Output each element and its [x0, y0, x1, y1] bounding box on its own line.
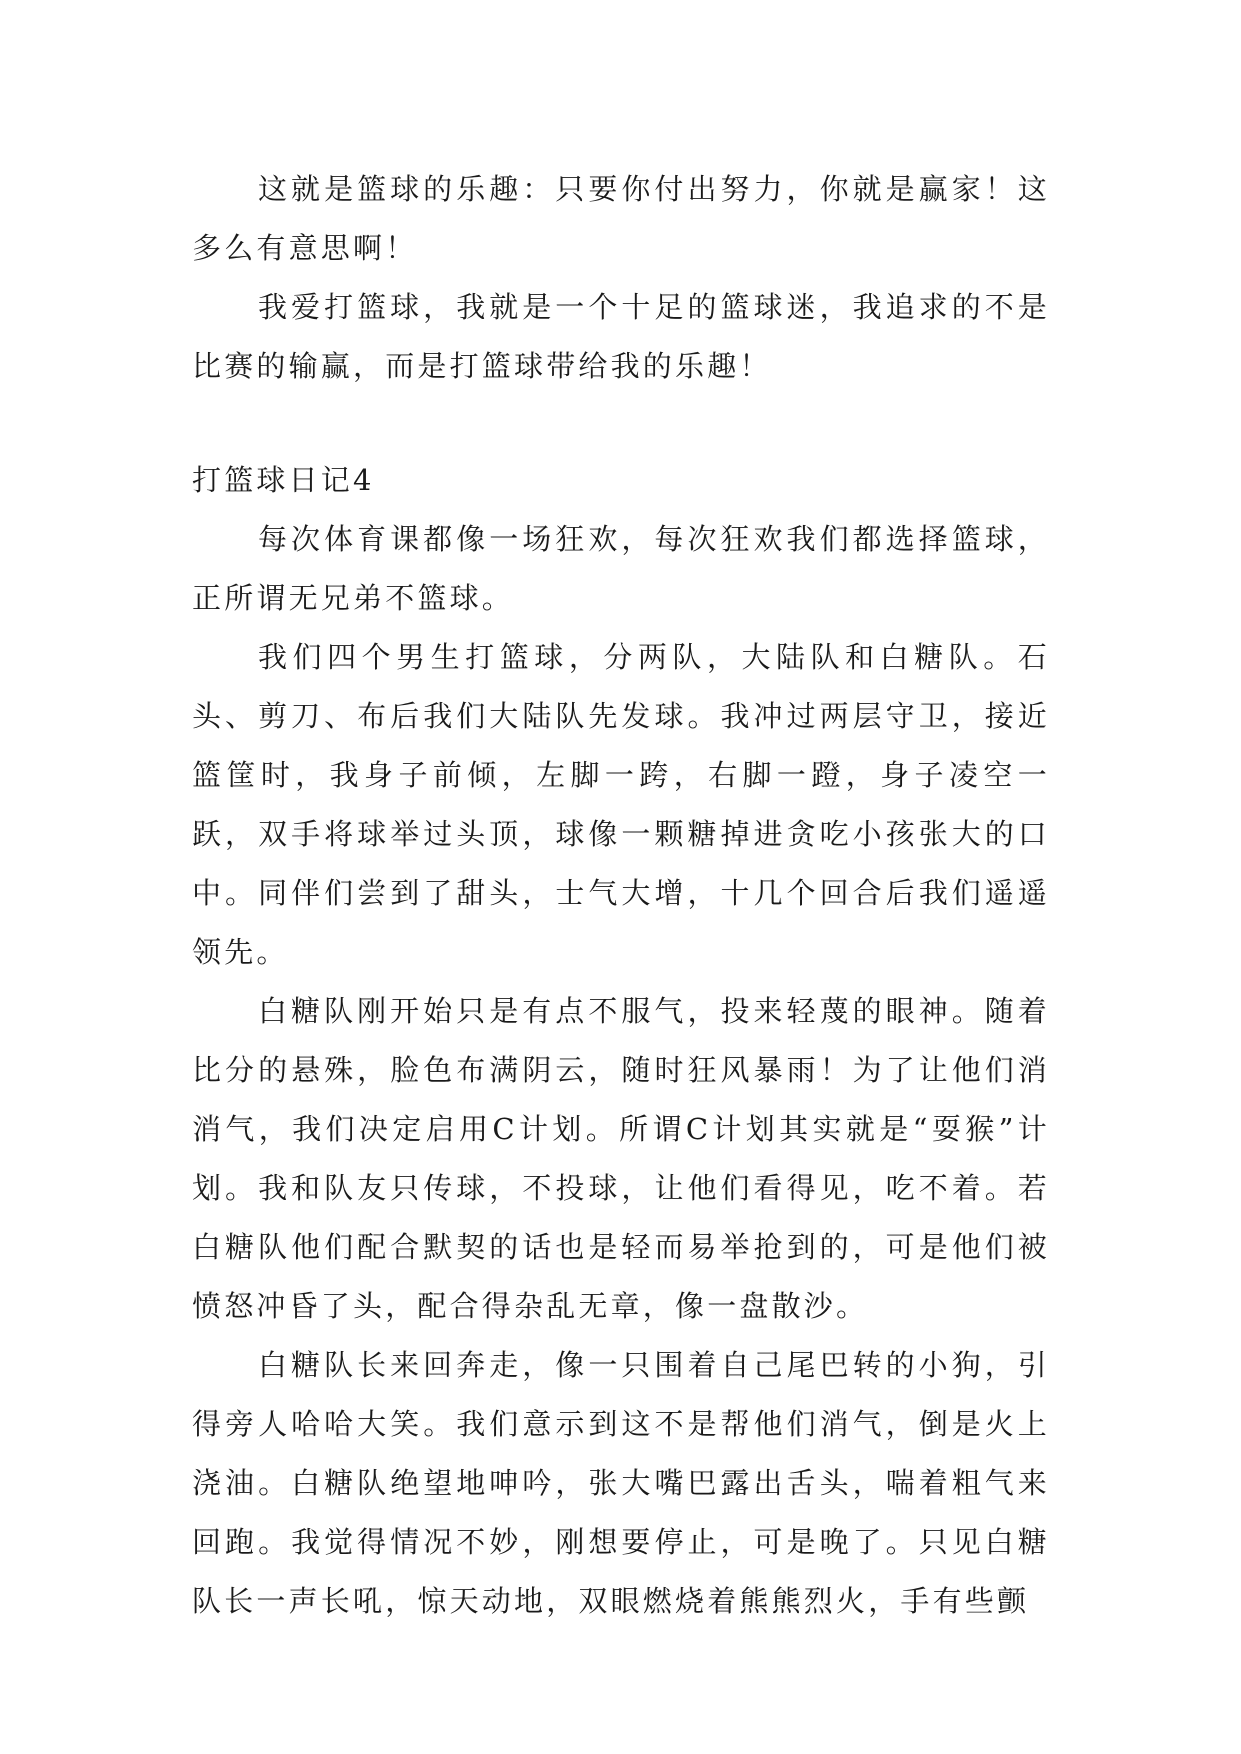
paragraph-basketball-fun: 这就是篮球的乐趣：只要你付出努力，你就是赢家！这多么有意思啊！ — [192, 172, 1050, 265]
paragraph-pe-class: 每次体育课都像一场狂欢，每次狂欢我们都选择篮球，正所谓无兄弟不篮球。 — [192, 522, 1050, 615]
section-gap — [192, 396, 1050, 451]
paragraph-love-basketball: 我爱打篮球，我就是一个十足的篮球迷，我追求的不是比赛的输赢，而是打篮球带给我的乐趣！ — [192, 290, 1050, 383]
paragraph-baitang-captain: 白糖队长来回奔走，像一只围着自己尾巴转的小狗，引得旁人哈哈大笑。我们意示到这不是帮他们消气，倒是火上浇油。白糖队绝望地呻吟，张大嘴巴露出舌头，喘着粗气来回跑。我觉得情况不妙，刚想要停止，可是晚了。只见白糖队长一声长吼，惊天动地，双眼燃烧着熊熊烈火，手有些颤 — [192, 1348, 1050, 1618]
paragraph-four-boys: 我们四个男生打篮球，分两队，大陆队和白糖队。石头、剪刀、布后我们大陆队先发球。我冲过两层守卫，接近篮筐时，我身子前倾，左脚一跨，右脚一蹬，身子凌空一跃，双手将球举过头顶，球像一颗糖掉进贪吃小孩张大的口中。同伴们尝到了甜头，士气大增，十几个回合后我们遥遥领先。 — [192, 640, 1050, 969]
document-page — [192, 160, 1050, 1631]
paragraph-baitang-team: 白糖队刚开始只是有点不服气，投来轻蔑的眼神。随着比分的悬殊，脸色布满阴云，随时狂风暴雨！为了让他们消消气，我们决定启用C计划。所谓C计划其实就是“耍猴”计划。我和队友只传球，不投球，让他们看得见，吃不着。若白糖队他们配合默契的话也是轻而易举抢到的，可是他们被愤怒冲昏了头，配合得杂乱无章，像一盘散沙。 — [192, 994, 1050, 1323]
section-title: 打篮球日记4 — [192, 463, 375, 497]
